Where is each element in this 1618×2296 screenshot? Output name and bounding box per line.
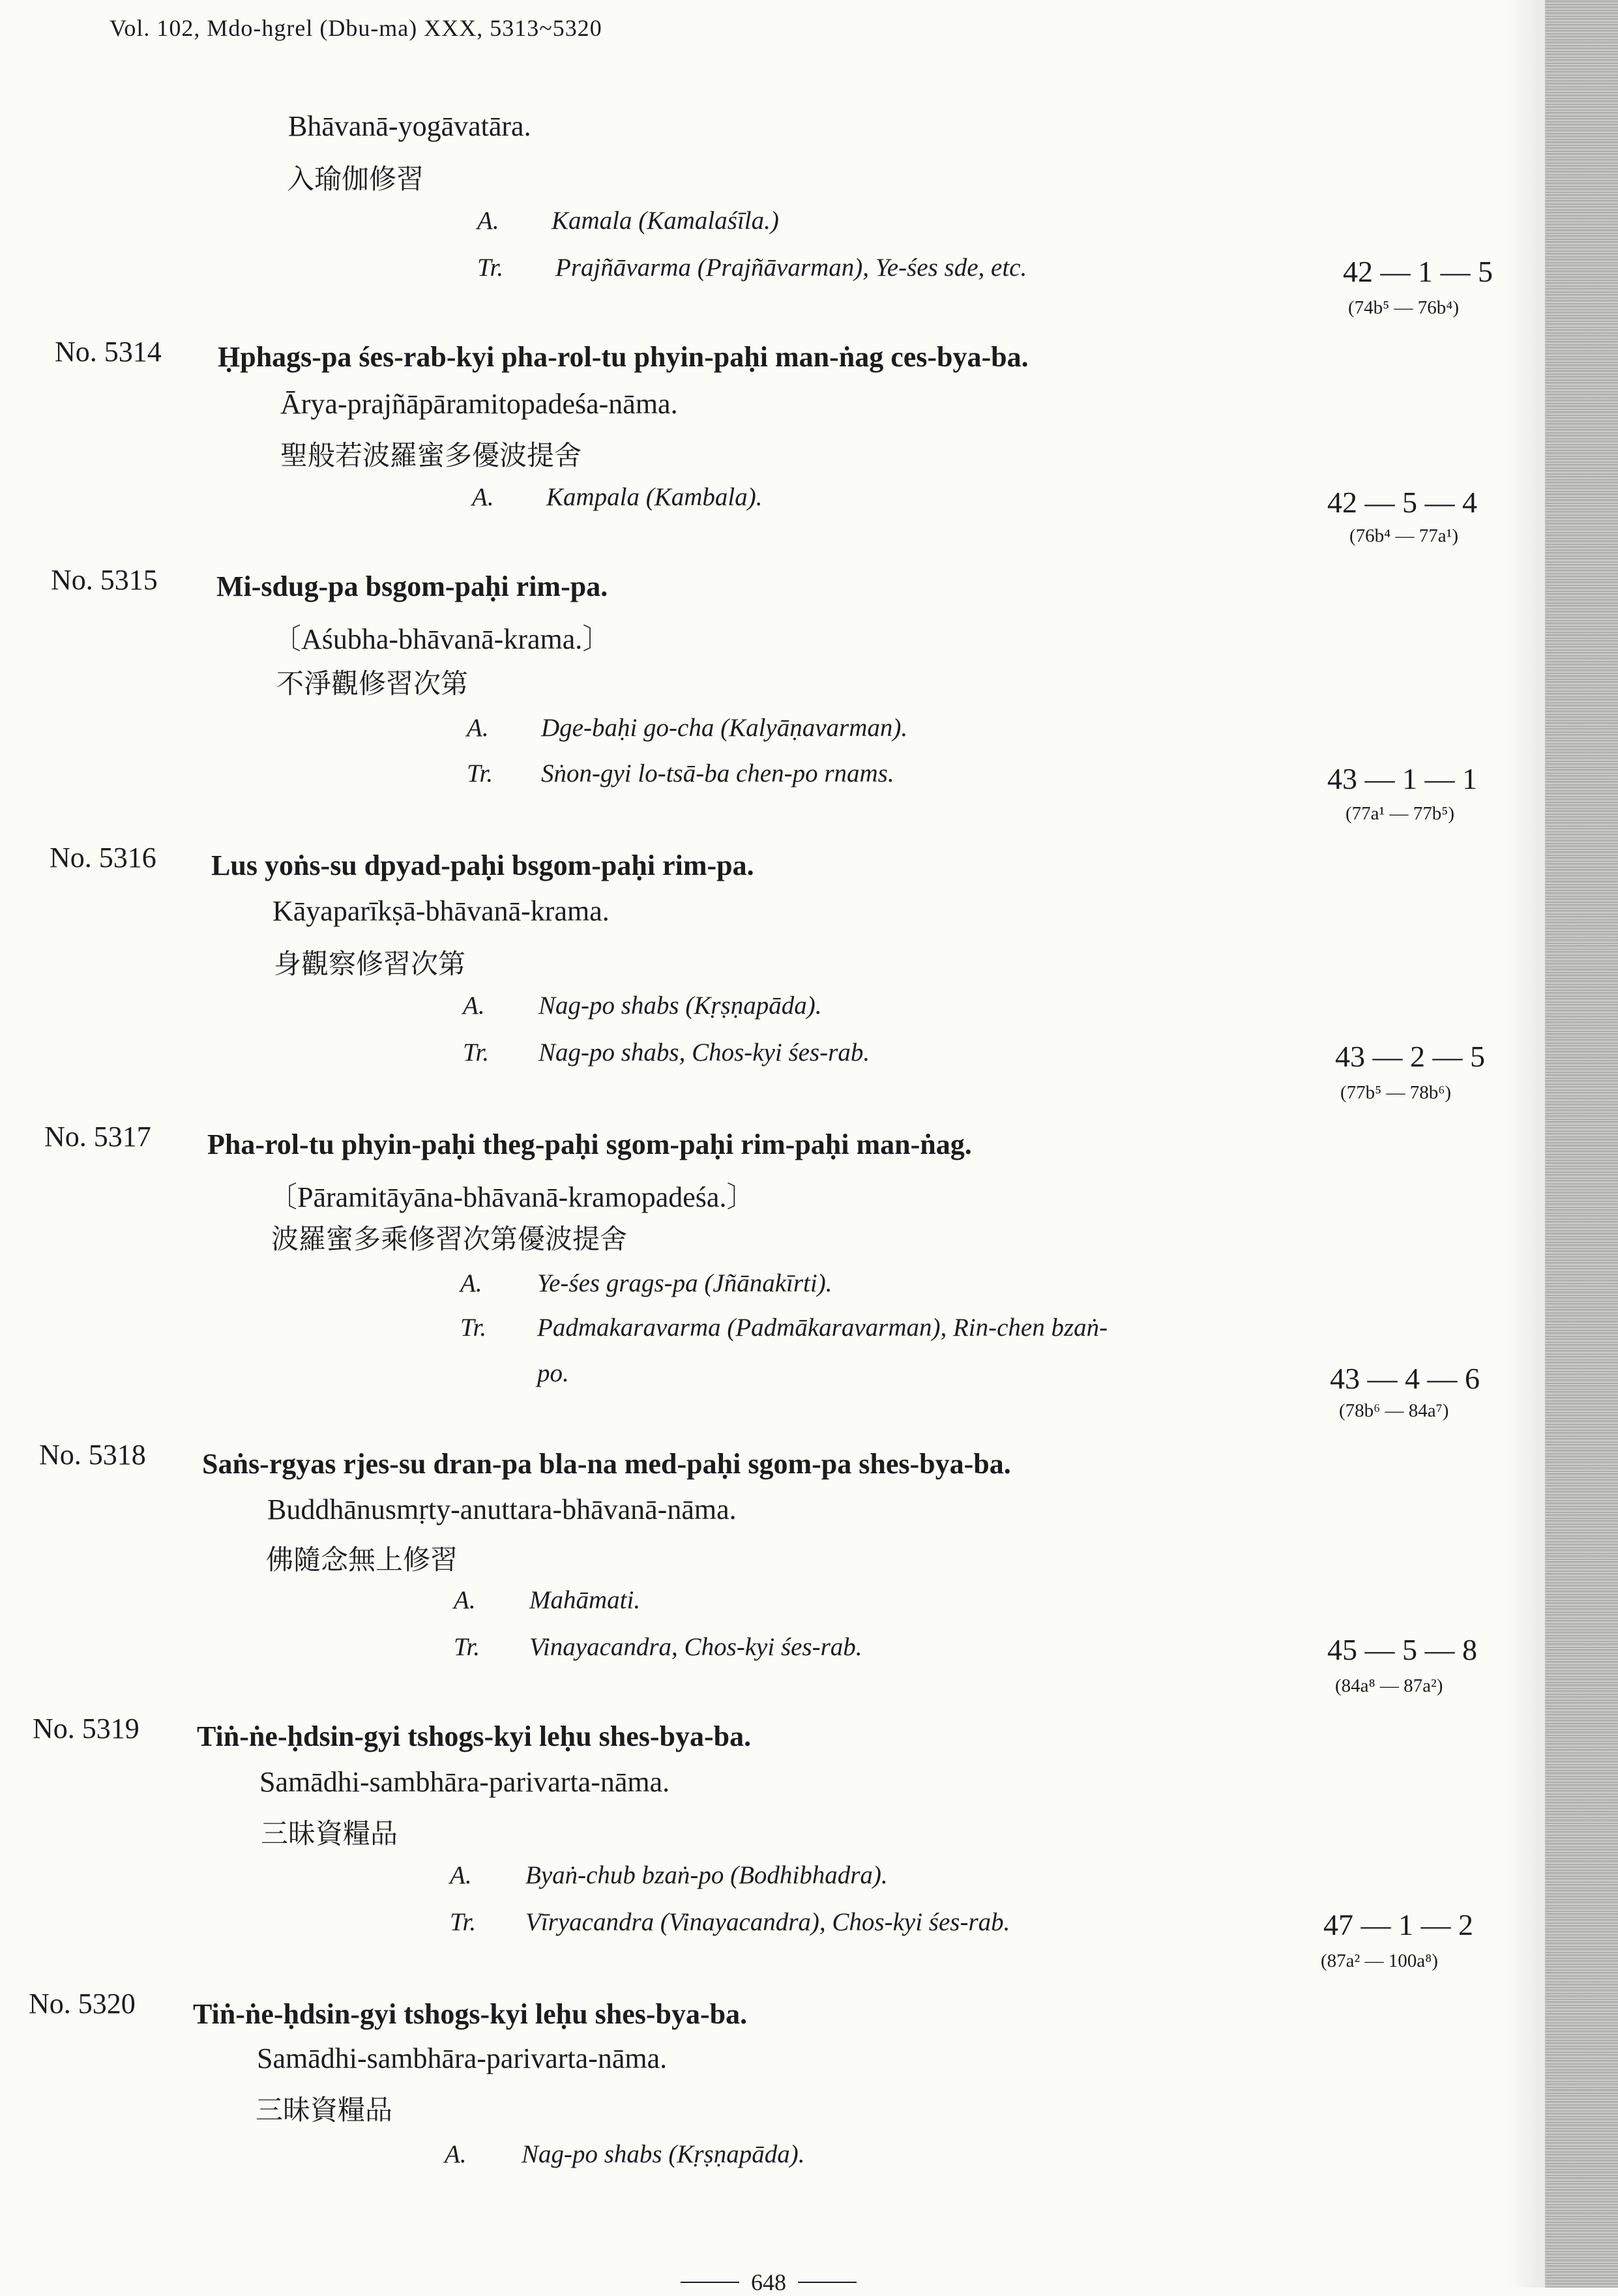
folio-rule-left xyxy=(681,2282,739,2283)
author-role: A. xyxy=(467,714,489,742)
sanskrit-title: Bhāvanā-yogāvatāra. xyxy=(288,110,531,142)
author-role: A. xyxy=(450,1861,472,1889)
chinese-title: 波羅蜜多乘修習次第優波提舍 xyxy=(271,1223,628,1255)
tibetan-title: Tiṅ-ṅe-ḥdsin-gyi tshogs-kyi leḥu shes-bya-ba. xyxy=(193,1998,748,2030)
translator-name: Nag-po shabs, Chos-kyi śes-rab. xyxy=(538,1038,870,1067)
folio-range: (77a¹ — 77b⁵) xyxy=(1346,803,1454,824)
entry-number: No. 5319 xyxy=(33,1713,140,1744)
scan-edge xyxy=(1545,0,1618,2288)
author-role: A. xyxy=(454,1586,476,1614)
entry-number: No. 5315 xyxy=(51,564,158,596)
author-name: Ye-śes grags-pa (Jñānakīrti). xyxy=(537,1269,832,1297)
chinese-title: 三昧資糧品 xyxy=(261,1818,398,1849)
entry-number: No. 5320 xyxy=(29,1988,136,2020)
translator-role: Tr. xyxy=(454,1633,480,1661)
author-role: A. xyxy=(477,207,499,235)
page-number-text: 648 xyxy=(751,2269,786,2295)
sanskrit-title: Samādhi-sambhāra-parivarta-nāma. xyxy=(259,1766,670,1798)
author-role: A. xyxy=(460,1269,482,1297)
chinese-title: 三昧資糧品 xyxy=(256,2094,393,2126)
running-head: Vol. 102, Mdo-hgrel (Dbu-ma) XXX, 5313~5320 xyxy=(110,15,602,41)
author-name: Kampala (Kambala). xyxy=(546,483,763,511)
sanskrit-title: 〔Aśubha-bhāvanā-krama.〕 xyxy=(272,623,611,655)
volume-ref: 45 — 5 — 8 xyxy=(1327,1633,1477,1666)
translator-name: Sṅon-gyi lo-tsā-ba chen-po rnams. xyxy=(541,759,894,787)
folio-range: (76b⁴ — 77a¹) xyxy=(1349,525,1458,546)
entry-number: No. 5316 xyxy=(50,842,156,874)
author-role: A. xyxy=(445,2140,467,2168)
folio-range: (87a² — 100a⁸) xyxy=(1321,1950,1438,1971)
folio-range: (78b⁶ — 84a⁷) xyxy=(1339,1400,1449,1421)
sanskrit-title: Kāyaparīkṣā-bhāvanā-krama. xyxy=(272,895,610,927)
author-name: Byaṅ-chub bzaṅ-po (Bodhibhadra). xyxy=(525,1861,888,1889)
translator-role: Tr. xyxy=(460,1314,487,1342)
translator-name: Padmakaravarma (Padmākaravarman), Rin-chen bzaṅ- xyxy=(537,1314,1108,1342)
author-role: A. xyxy=(472,483,494,511)
author-name: Mahāmati. xyxy=(529,1586,641,1614)
tibetan-title: Mi-sdug-pa bsgom-paḥi rim-pa. xyxy=(216,570,608,602)
volume-ref: 47 — 1 — 2 xyxy=(1323,1908,1473,1941)
volume-ref: 42 — 5 — 4 xyxy=(1327,486,1477,519)
volume-ref: 43 — 2 — 5 xyxy=(1335,1040,1485,1073)
chinese-title: 佛隨念無上修習 xyxy=(266,1544,458,1576)
entry-number: No. 5314 xyxy=(55,336,162,368)
tibetan-title: Tiṅ-ṅe-ḥdsin-gyi tshogs-kyi leḥu shes-bya-ba. xyxy=(197,1720,752,1752)
tibetan-title: Lus yoṅs-su dpyad-paḥi bsgom-paḥi rim-pa. xyxy=(211,849,754,881)
translator-name: Vinayacandra, Chos-kyi śes-rab. xyxy=(529,1633,862,1661)
volume-ref: 43 — 4 — 6 xyxy=(1330,1362,1480,1395)
tibetan-title: Saṅs-rgyas rjes-su dran-pa bla-na med-paḥi sgom-pa shes-bya-ba. xyxy=(202,1448,1011,1480)
translator-name: Prajñāvarma (Prajñāvarman), Ye-śes sde, etc. xyxy=(555,254,1027,282)
translator-role: Tr. xyxy=(477,254,504,282)
chinese-title: 不淨觀修習次第 xyxy=(276,668,469,699)
page-number xyxy=(681,2269,857,2296)
author-name: Nag-po shabs (Kṛṣṇapāda). xyxy=(522,2140,805,2168)
author-name: Kamala (Kamalaśīla.) xyxy=(552,207,779,235)
translator-role: Tr. xyxy=(450,1908,477,1936)
volume-ref: 43 — 1 — 1 xyxy=(1327,762,1477,795)
author-name: Dge-baḥi go-cha (Kalyāṇavarman). xyxy=(541,714,908,742)
translator-role: Tr. xyxy=(467,759,493,787)
sanskrit-title: Ārya-prajñāpāramitopadeśa-nāma. xyxy=(280,388,678,420)
chinese-title: 身觀察修習次第 xyxy=(274,948,466,980)
sanskrit-title: Buddhānusmṛty-anuttara-bhāvanā-nāma. xyxy=(267,1494,737,1525)
entry-number: No. 5317 xyxy=(44,1121,151,1153)
translator-name-continued: po. xyxy=(537,1359,569,1387)
tibetan-title: Ḥphags-pa śes-rab-kyi pha-rol-tu phyin-paḥi man-ṅag ces-bya-ba. xyxy=(218,341,1029,373)
author-name: Nag-po shabs (Kṛṣṇapāda). xyxy=(538,992,822,1020)
sanskrit-title: Samādhi-sambhāra-parivarta-nāma. xyxy=(257,2042,668,2074)
entry-number: No. 5318 xyxy=(39,1439,146,1471)
scan-shadow xyxy=(1506,0,1545,2288)
translator-name: Vīryacandra (Vinayacandra), Chos-kyi śes-rab. xyxy=(525,1908,1010,1936)
folio-range: (84a⁸ — 87a²) xyxy=(1335,1675,1443,1696)
volume-ref: 42 — 1 — 5 xyxy=(1343,255,1493,288)
sanskrit-title: 〔Pāramitāyāna-bhāvanā-kramopadeśa.〕 xyxy=(269,1181,756,1213)
chinese-title: 聖般若波羅蜜多優波提舍 xyxy=(280,439,582,471)
author-role: A. xyxy=(463,992,485,1020)
tibetan-title: Pha-rol-tu phyin-paḥi theg-paḥi sgom-paḥi rim-paḥi man-ṅag. xyxy=(207,1128,972,1160)
folio-rule-right xyxy=(798,2282,857,2283)
chinese-title: 入瑜伽修習 xyxy=(287,163,424,195)
folio-range: (77b⁵ — 78b⁶) xyxy=(1340,1082,1452,1103)
folio-range: (74b⁵ — 76b⁴) xyxy=(1348,297,1460,318)
translator-role: Tr. xyxy=(463,1038,490,1067)
